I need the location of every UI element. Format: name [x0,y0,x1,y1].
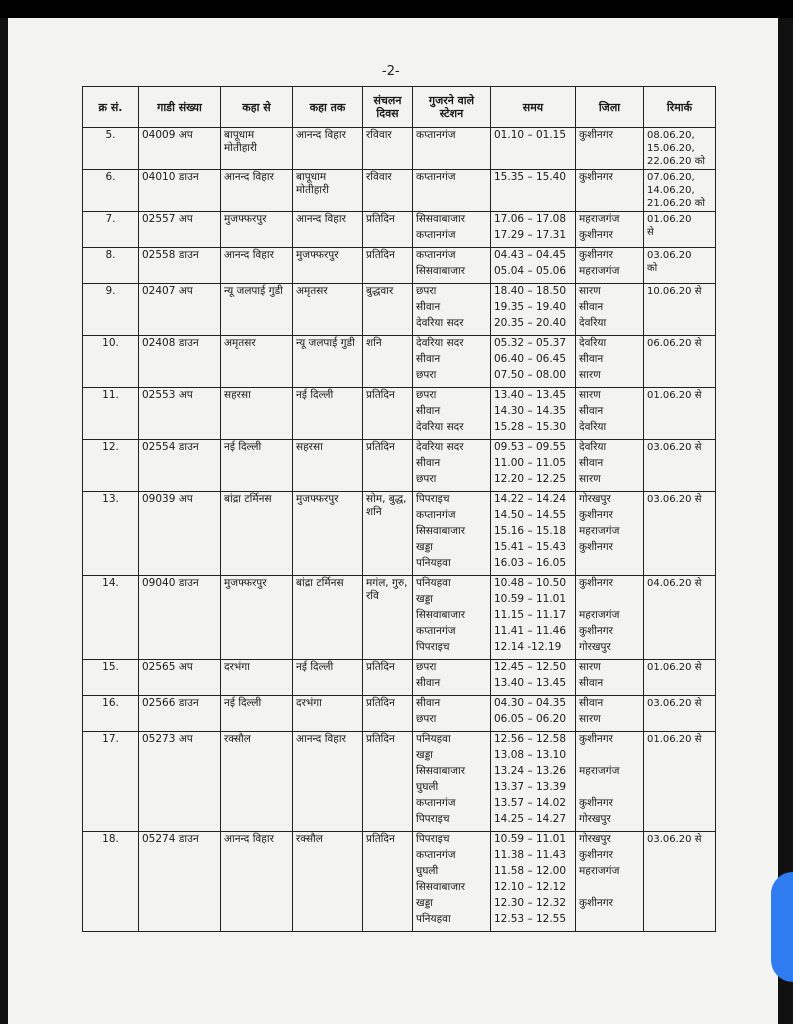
remark: 01.06.20 से [644,660,716,696]
remark: 01.06.20 से [644,212,716,248]
stop-time-cell [491,440,576,492]
origin-station: सहरसा [221,388,293,440]
table-header-row [83,87,716,128]
district: कुशीनगर [579,541,613,553]
stop-time: 04.30 – 04.35 [494,697,567,709]
stop-time: 15.41 – 15.43 [494,541,567,553]
via-station: सिसवाबाजार [416,265,465,277]
stop-time: 14.30 – 14.35 [494,405,567,417]
stop-time: 11.41 – 11.46 [494,625,567,637]
via-station: सिसवाबाजार [416,525,465,537]
origin-station: रक्सौल [221,732,293,832]
serial-number: 8. [83,248,139,284]
via-station: खड्डा [416,593,433,605]
via-station: सिसवाबाजार [416,609,465,621]
stop-time: 14.22 – 14.24 [494,493,567,505]
via-station-cell [413,832,491,932]
stop-time: 17.29 – 17.31 [494,229,567,241]
via-station: सीवान [416,457,441,469]
district: सारण [579,473,601,485]
column-header: समय [491,87,576,128]
district: कुशीनगर [579,249,613,261]
stop-time: 13.37 – 13.39 [494,781,567,793]
stop-time-cell [491,732,576,832]
table-row [83,284,716,336]
via-station: देवरिया सदर [416,421,464,433]
district: महराजगंज [579,525,620,537]
district: सारण [579,389,601,401]
table-row [83,170,716,212]
stop-time: 05.04 – 05.06 [494,265,567,277]
destination-station: दरभंगा [293,696,363,732]
district: महराजगंज [579,265,620,277]
train-number: 02408 डाउन [139,336,221,388]
stop-time-cell [491,832,576,932]
origin-station: अमृतसर [221,336,293,388]
district [579,749,640,765]
stop-time: 07.50 – 08.00 [494,369,567,381]
column-header: गुजरने वाले स्टेशन [413,87,491,128]
district: सीवान [579,405,604,417]
district [579,881,640,897]
stop-time: 13.24 – 13.26 [494,765,567,777]
running-days: प्रतिदिन [363,248,413,284]
district: गोरखपुर [579,813,611,825]
via-station-cell [413,248,491,284]
via-station: कप्तानगंज [416,129,456,141]
via-station: खड्डा [416,749,433,761]
district: देवरिया [579,421,607,433]
via-station: सीवान [416,301,441,313]
district: सारण [579,661,601,673]
district: सारण [579,713,601,725]
stop-time: 12.45 – 12.50 [494,661,567,673]
stop-time-cell [491,492,576,576]
via-station: पिपराइच [416,833,450,845]
column-header: कहा से [221,87,293,128]
serial-number: 9. [83,284,139,336]
origin-station: बापूधाम मोतीहारी [221,128,293,170]
stop-time: 06.40 – 06.45 [494,353,567,365]
running-days: रविवार [363,170,413,212]
origin-station: मुजफ्फरपुर [221,212,293,248]
via-station: सिसवाबाजार [416,765,465,777]
running-days: प्रतिदिन [363,388,413,440]
district: सीवान [579,353,604,365]
stop-time: 20.35 – 20.40 [494,317,567,329]
destination-station: अमृतसर [293,284,363,336]
stop-time: 12.56 – 12.58 [494,733,567,745]
via-station: घुघली [416,865,439,877]
district: सीवान [579,697,604,709]
district-cell [576,336,644,388]
district: देवरिया [579,317,607,329]
train-number: 02558 डाउन [139,248,221,284]
stop-time: 09.53 – 09.55 [494,441,567,453]
district: गोरखपुर [579,493,611,505]
district: गोरखपुर [579,833,611,845]
via-station: पनियहवा [416,913,451,925]
district-cell [576,576,644,660]
origin-station: बांद्रा टर्मिनस [221,492,293,576]
via-station: देवरिया सदर [416,337,464,349]
district: महराजगंज [579,609,620,621]
train-number: 02553 अप [139,388,221,440]
via-station-cell [413,492,491,576]
stop-time: 19.35 – 19.40 [494,301,567,313]
stop-time: 10.59 – 11.01 [494,593,567,605]
column-header: संचलन दिवस [363,87,413,128]
remark: 06.06.20 से [644,336,716,388]
destination-station: न्यू जलपाई गुडी [293,336,363,388]
column-header: रिमार्क [644,87,716,128]
district: सारण [579,285,601,297]
destination-station: बापूधाम मोतीहारी [293,170,363,212]
district-cell [576,440,644,492]
serial-number: 6. [83,170,139,212]
via-station: देवरिया सदर [416,441,464,453]
via-station-cell [413,284,491,336]
running-days: मगंल, गुरु, रवि [363,576,413,660]
district: कुशीनगर [579,577,613,589]
district: सीवान [579,457,604,469]
via-station: छपरा [416,369,437,381]
district: कुशीनगर [579,897,613,909]
district: कुशीनगर [579,625,613,637]
stop-time: 10.59 – 11.01 [494,833,567,845]
stop-time: 10.48 – 10.50 [494,577,567,589]
district [579,913,640,929]
destination-station: सहरसा [293,440,363,492]
train-number: 04009 अप [139,128,221,170]
via-station-cell [413,576,491,660]
train-number: 02407 अप [139,284,221,336]
column-header: गाडी संख्या [139,87,221,128]
origin-station: न्यू जलपाई गुडी [221,284,293,336]
via-station-cell [413,212,491,248]
stop-time: 11.58 – 12.00 [494,865,567,877]
stop-time: 18.40 – 18.50 [494,285,567,297]
stop-time: 14.25 – 14.27 [494,813,567,825]
district: सीवान [579,301,604,313]
origin-station: दरभंगा [221,660,293,696]
serial-number: 5. [83,128,139,170]
stop-time-cell [491,248,576,284]
train-number: 04010 डाउन [139,170,221,212]
district: कुशीनगर [579,733,613,745]
column-header: क्र सं. [83,87,139,128]
via-station: छपरा [416,661,437,673]
district-cell [576,212,644,248]
via-station: पनियहवा [416,577,451,589]
train-number: 02554 डाउन [139,440,221,492]
running-days: प्रतिदिन [363,212,413,248]
origin-station: आनन्द विहार [221,170,293,212]
district-cell [576,284,644,336]
via-station: कप्तानगंज [416,797,456,809]
district: महराजगंज [579,865,620,877]
table-row [83,660,716,696]
running-days: सोम, बुद्ध, शनि [363,492,413,576]
serial-number: 7. [83,212,139,248]
stop-time: 12.30 – 12.32 [494,897,567,909]
via-station: छपरा [416,713,437,725]
column-header: कहा तक [293,87,363,128]
table-row [83,492,716,576]
running-days: प्रतिदिन [363,832,413,932]
serial-number: 12. [83,440,139,492]
serial-number: 17. [83,732,139,832]
stop-time-cell [491,128,576,170]
remark: 04.06.20 से [644,576,716,660]
remark: 03.06.20 को [644,248,716,284]
stop-time-cell [491,170,576,212]
district: गोरखपुर [579,641,611,653]
stop-time-cell [491,388,576,440]
stop-time: 13.40 – 13.45 [494,389,567,401]
district-cell [576,170,644,212]
stop-time: 12.20 – 12.25 [494,473,567,485]
floating-edge-button[interactable] [771,872,793,982]
stop-time: 12.53 – 12.55 [494,913,567,925]
via-station: कप्तानगंज [416,625,456,637]
remark: 03.06.20 से [644,492,716,576]
table-row [83,212,716,248]
remark: 07.06.20, 14.06.20, 21.06.20 को [644,170,716,212]
stop-time: 15.16 – 15.18 [494,525,567,537]
remark: 10.06.20 से [644,284,716,336]
via-station: पिपराइच [416,641,450,653]
stop-time: 06.05 – 06.20 [494,713,567,725]
running-days: प्रतिदिन [363,696,413,732]
stop-time: 01.10 – 01.15 [494,129,567,141]
remark: 03.06.20 से [644,696,716,732]
train-number: 09039 अप [139,492,221,576]
district: कुशीनगर [579,797,613,809]
via-station: सीवान [416,677,441,689]
table-row [83,248,716,284]
via-station: पनियहवा [416,733,451,745]
destination-station: नई दिल्ली [293,388,363,440]
via-station: कप्तानगंज [416,249,456,261]
district: सीवान [579,677,604,689]
remark: 08.06.20, 15.06.20, 22.06.20 को [644,128,716,170]
running-days: बुद्धवार [363,284,413,336]
remark: 03.06.20 से [644,832,716,932]
via-station-cell [413,170,491,212]
stop-time: 11.38 – 11.43 [494,849,567,861]
stop-time: 05.32 – 05.37 [494,337,567,349]
serial-number: 18. [83,832,139,932]
origin-station: आनन्द विहार [221,832,293,932]
via-station: सीवान [416,353,441,365]
serial-number: 16. [83,696,139,732]
train-schedule-table [82,86,716,932]
via-station: छपरा [416,389,437,401]
district-cell [576,248,644,284]
table-row [83,128,716,170]
running-days: प्रतिदिन [363,660,413,696]
serial-number: 13. [83,492,139,576]
via-station: कप्तानगंज [416,509,456,521]
destination-station: नई दिल्ली [293,660,363,696]
district-cell [576,660,644,696]
via-station: पिपराइच [416,813,450,825]
remark: 01.06.20 से [644,388,716,440]
table-row [83,696,716,732]
table-row [83,832,716,932]
district [579,593,640,609]
stop-time: 11.15 – 11.17 [494,609,567,621]
serial-number: 11. [83,388,139,440]
table-row [83,440,716,492]
district: कुशीनगर [579,171,613,183]
serial-number: 14. [83,576,139,660]
serial-number: 10. [83,336,139,388]
via-station: छपरा [416,285,437,297]
via-station: देवरिया सदर [416,317,464,329]
district: देवरिया [579,337,607,349]
running-days: शनि [363,336,413,388]
district-cell [576,128,644,170]
stop-time-cell [491,696,576,732]
train-number: 02566 डाउन [139,696,221,732]
page-number: -2- [382,64,400,79]
stop-time: 14.50 – 14.55 [494,509,567,521]
via-station: घुघली [416,781,439,793]
via-station: पिपराइच [416,493,450,505]
via-station-cell [413,128,491,170]
destination-station: आनन्द विहार [293,732,363,832]
table-row [83,576,716,660]
district-cell [576,732,644,832]
stop-time: 12.10 – 12.12 [494,881,567,893]
stop-time: 12.14 -12.19 [494,641,562,653]
via-station-cell [413,696,491,732]
destination-station: रक्सौल [293,832,363,932]
stop-time-cell [491,212,576,248]
stop-time: 15.28 – 15.30 [494,421,567,433]
via-station-cell [413,440,491,492]
district: महराजगंज [579,765,620,777]
serial-number: 15. [83,660,139,696]
remark: 03.06.20 से [644,440,716,492]
district [579,781,640,797]
stop-time-cell [491,284,576,336]
destination-station: मुजफ्फरपुर [293,248,363,284]
district: कुशीनगर [579,229,613,241]
via-station: सिसवाबाजार [416,881,465,893]
origin-station: नई दिल्ली [221,696,293,732]
via-station: कप्तानगंज [416,229,456,241]
via-station-cell [413,660,491,696]
district-cell [576,832,644,932]
stop-time: 13.08 – 13.10 [494,749,567,761]
train-number: 02565 अप [139,660,221,696]
district [579,557,640,573]
stop-time-cell [491,660,576,696]
destination-station: आनन्द विहार [293,128,363,170]
district: कुशीनगर [579,849,613,861]
stop-time: 17.06 – 17.08 [494,213,567,225]
via-station: सीवान [416,697,441,709]
stop-time-cell [491,576,576,660]
via-station: खड्डा [416,541,433,553]
via-station: कप्तानगंज [416,171,456,183]
table-row [83,388,716,440]
destination-station: आनन्द विहार [293,212,363,248]
running-days: रविवार [363,128,413,170]
via-station: कप्तानगंज [416,849,456,861]
stop-time: 16.03 – 16.05 [494,557,567,569]
via-station-cell [413,388,491,440]
via-station: सिसवाबाजार [416,213,465,225]
remark: 01.06.20 से [644,732,716,832]
running-days: प्रतिदिन [363,732,413,832]
district: कुशीनगर [579,129,613,141]
top-black-bar [0,0,793,18]
column-header: जिला [576,87,644,128]
stop-time-cell [491,336,576,388]
destination-station: मुजफ्फरपुर [293,492,363,576]
district: कुशीनगर [579,509,613,521]
train-number: 02557 अप [139,212,221,248]
train-number: 05274 डाउन [139,832,221,932]
table-body [83,128,716,932]
district-cell [576,388,644,440]
via-station: सीवान [416,405,441,417]
table-row [83,336,716,388]
origin-station: नई दिल्ली [221,440,293,492]
stop-time: 15.35 – 15.40 [494,171,567,183]
train-number: 05273 अप [139,732,221,832]
district: सारण [579,369,601,381]
via-station-cell [413,336,491,388]
via-station: छपरा [416,473,437,485]
stop-time: 13.40 – 13.45 [494,677,567,689]
district: देवरिया [579,441,607,453]
district: महराजगंज [579,213,620,225]
district-cell [576,492,644,576]
destination-station: बांद्रा टर्मिनस [293,576,363,660]
via-station-cell [413,732,491,832]
origin-station: मुजफ्फरपुर [221,576,293,660]
running-days: प्रतिदिन [363,440,413,492]
stop-time: 11.00 – 11.05 [494,457,567,469]
stop-time: 13.57 – 14.02 [494,797,567,809]
train-number: 09040 डाउन [139,576,221,660]
origin-station: आनन्द विहार [221,248,293,284]
stop-time: 04.43 – 04.45 [494,249,567,261]
table-row [83,732,716,832]
district-cell [576,696,644,732]
via-station: पनियहवा [416,557,451,569]
via-station: खड्डा [416,897,433,909]
